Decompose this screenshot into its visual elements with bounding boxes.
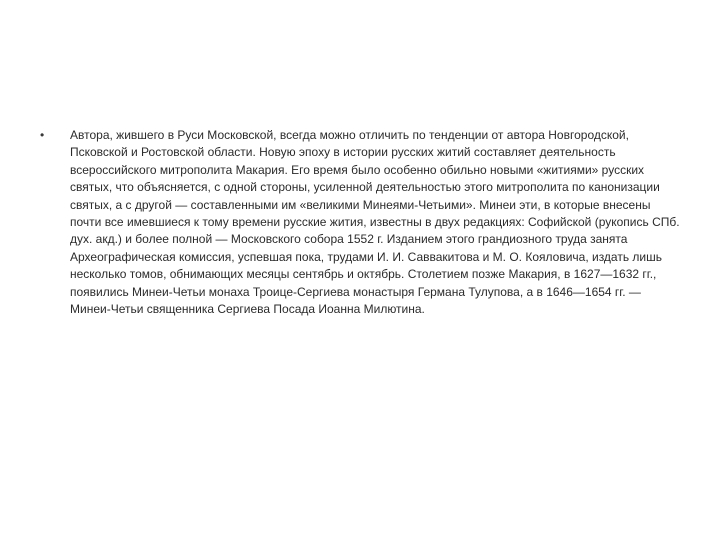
list-item	[40, 127, 680, 318]
bullet-list	[40, 127, 680, 318]
bullet-marker: •	[40, 128, 45, 142]
bullet-text: Автора, жившего в Руси Московской, всегда можно отличить по тенденции от автора Новгородской, Псковской и Ростовской области. Новую эпоху в истории русских житий составляет деятельность всероссийского митрополита Макария. Его время было особенно обильно новыми «житиями» русских святых, что объясняется, с одной стороны, усиленной деятельностью этого митрополита по канонизации святых, а с другой — составленными им «великими Минеями-Четьими». Минеи эти, в которые внесены почти все имевшиеся к тому времени русские жития, известны в двух редакциях: Софийской (рукопись СПб. дух. акд.) и более полной — Московского собора 1552 г. Изданием этого грандиозного труда занята Археографическая комиссия, успевшая пока, трудами И. И. Саввакитова и М. О. Кояловича, издать лишь несколько томов, обнимающих месяцы сентябрь и октябрь. Столетием позже Макария, в 1627—1632 гг., появились Минеи-Четьи монаха Троице-Сергиева монастыря Германа Тулупова, а в 1646—1654 гг. — Минеи-Четьи священника Сергиева Посада Иоанна Милютина.	[70, 128, 680, 317]
